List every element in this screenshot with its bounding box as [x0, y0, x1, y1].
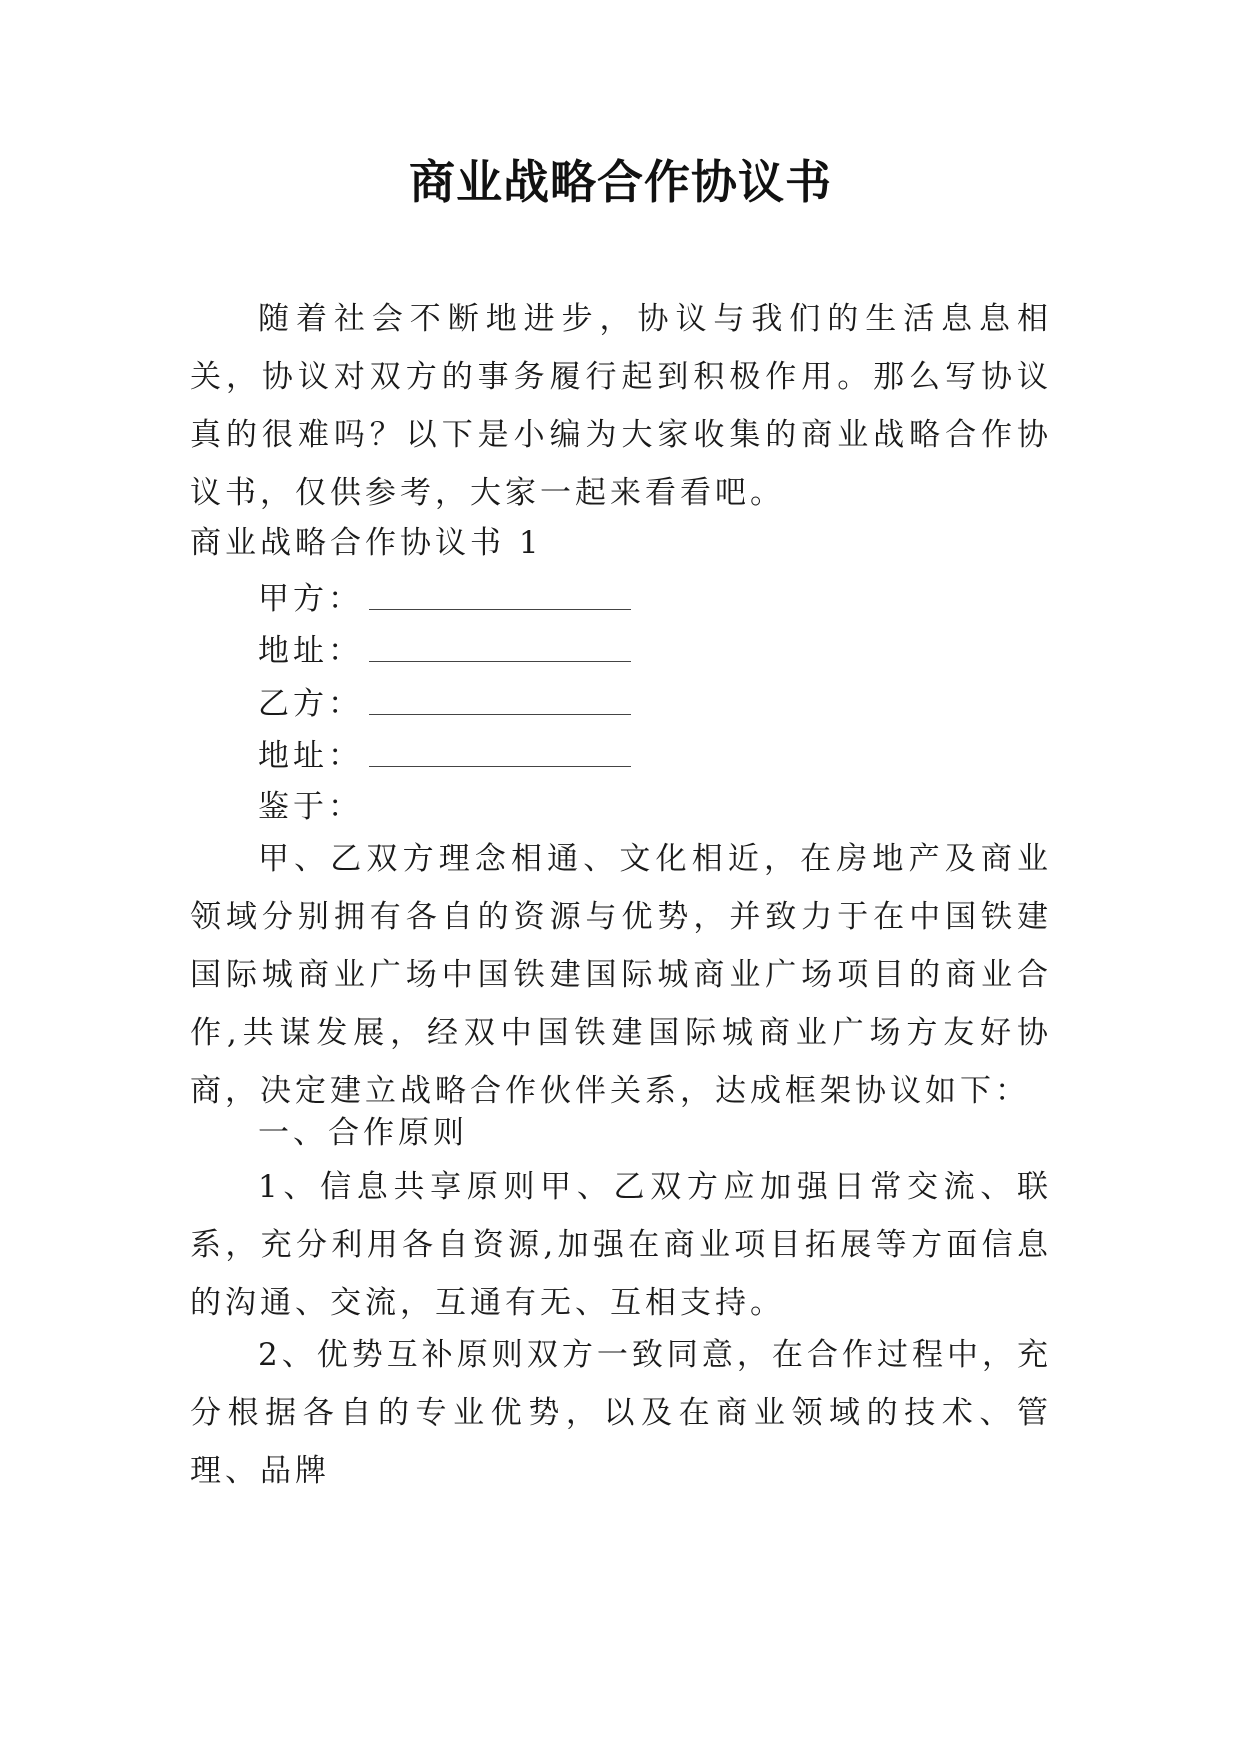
principle-1-paragraph: 1、信息共享原则甲、乙双方应加强日常交流、联系，充分利用各自资源,加强在商业项目拓展等方面信息的沟通、交流，互通有无、互相支持。	[190, 1169, 1052, 1321]
intro-paragraph: 随着社会不断地进步，协议与我们的生活息息相关，协议对双方的事务履行起到积极作用。那么写协议真的很难吗？以下是小编为大家收集的商业战略合作协议书，仅供参考，大家一起来看看吧。	[190, 301, 1052, 511]
party-a-address-blank-line	[369, 660, 631, 662]
party-a-field	[258, 570, 1120, 628]
party-b-field	[258, 675, 1120, 733]
party-a-address-field	[258, 622, 1120, 680]
party-b-address-blank-line	[369, 765, 631, 767]
party-b-address-field	[258, 727, 1120, 785]
principles-heading: 一、合作原则	[258, 1115, 468, 1151]
section-heading: 商业战略合作协议书 1	[190, 525, 543, 561]
party-b-label: 乙方：	[258, 686, 363, 722]
party-b-blank-line	[369, 713, 631, 715]
document-title: 商业战略合作协议书	[409, 155, 832, 209]
party-b-address-label: 地址：	[258, 738, 363, 774]
principle-2-paragraph: 2、优势互补原则双方一致同意，在合作过程中，充分根据各自的专业优势，以及在商业领域的技术、管理、品牌	[190, 1337, 1052, 1489]
party-a-address-label: 地址：	[258, 633, 363, 669]
party-a-label: 甲方：	[258, 581, 363, 617]
whereas-label: 鉴于：	[258, 789, 363, 825]
party-a-blank-line	[369, 608, 631, 610]
whereas-paragraph: 甲、乙双方理念相通、文化相近，在房地产及商业领域分别拥有各自的资源与优势，并致力于在中国铁建国际城商业广场中国铁建国际城商业广场项目的商业合作,共谋发展，经双中国铁建国际城商业广场方友好协商，决定建立战略合作伙伴关系，达成框架协议如下：	[190, 841, 1052, 1109]
